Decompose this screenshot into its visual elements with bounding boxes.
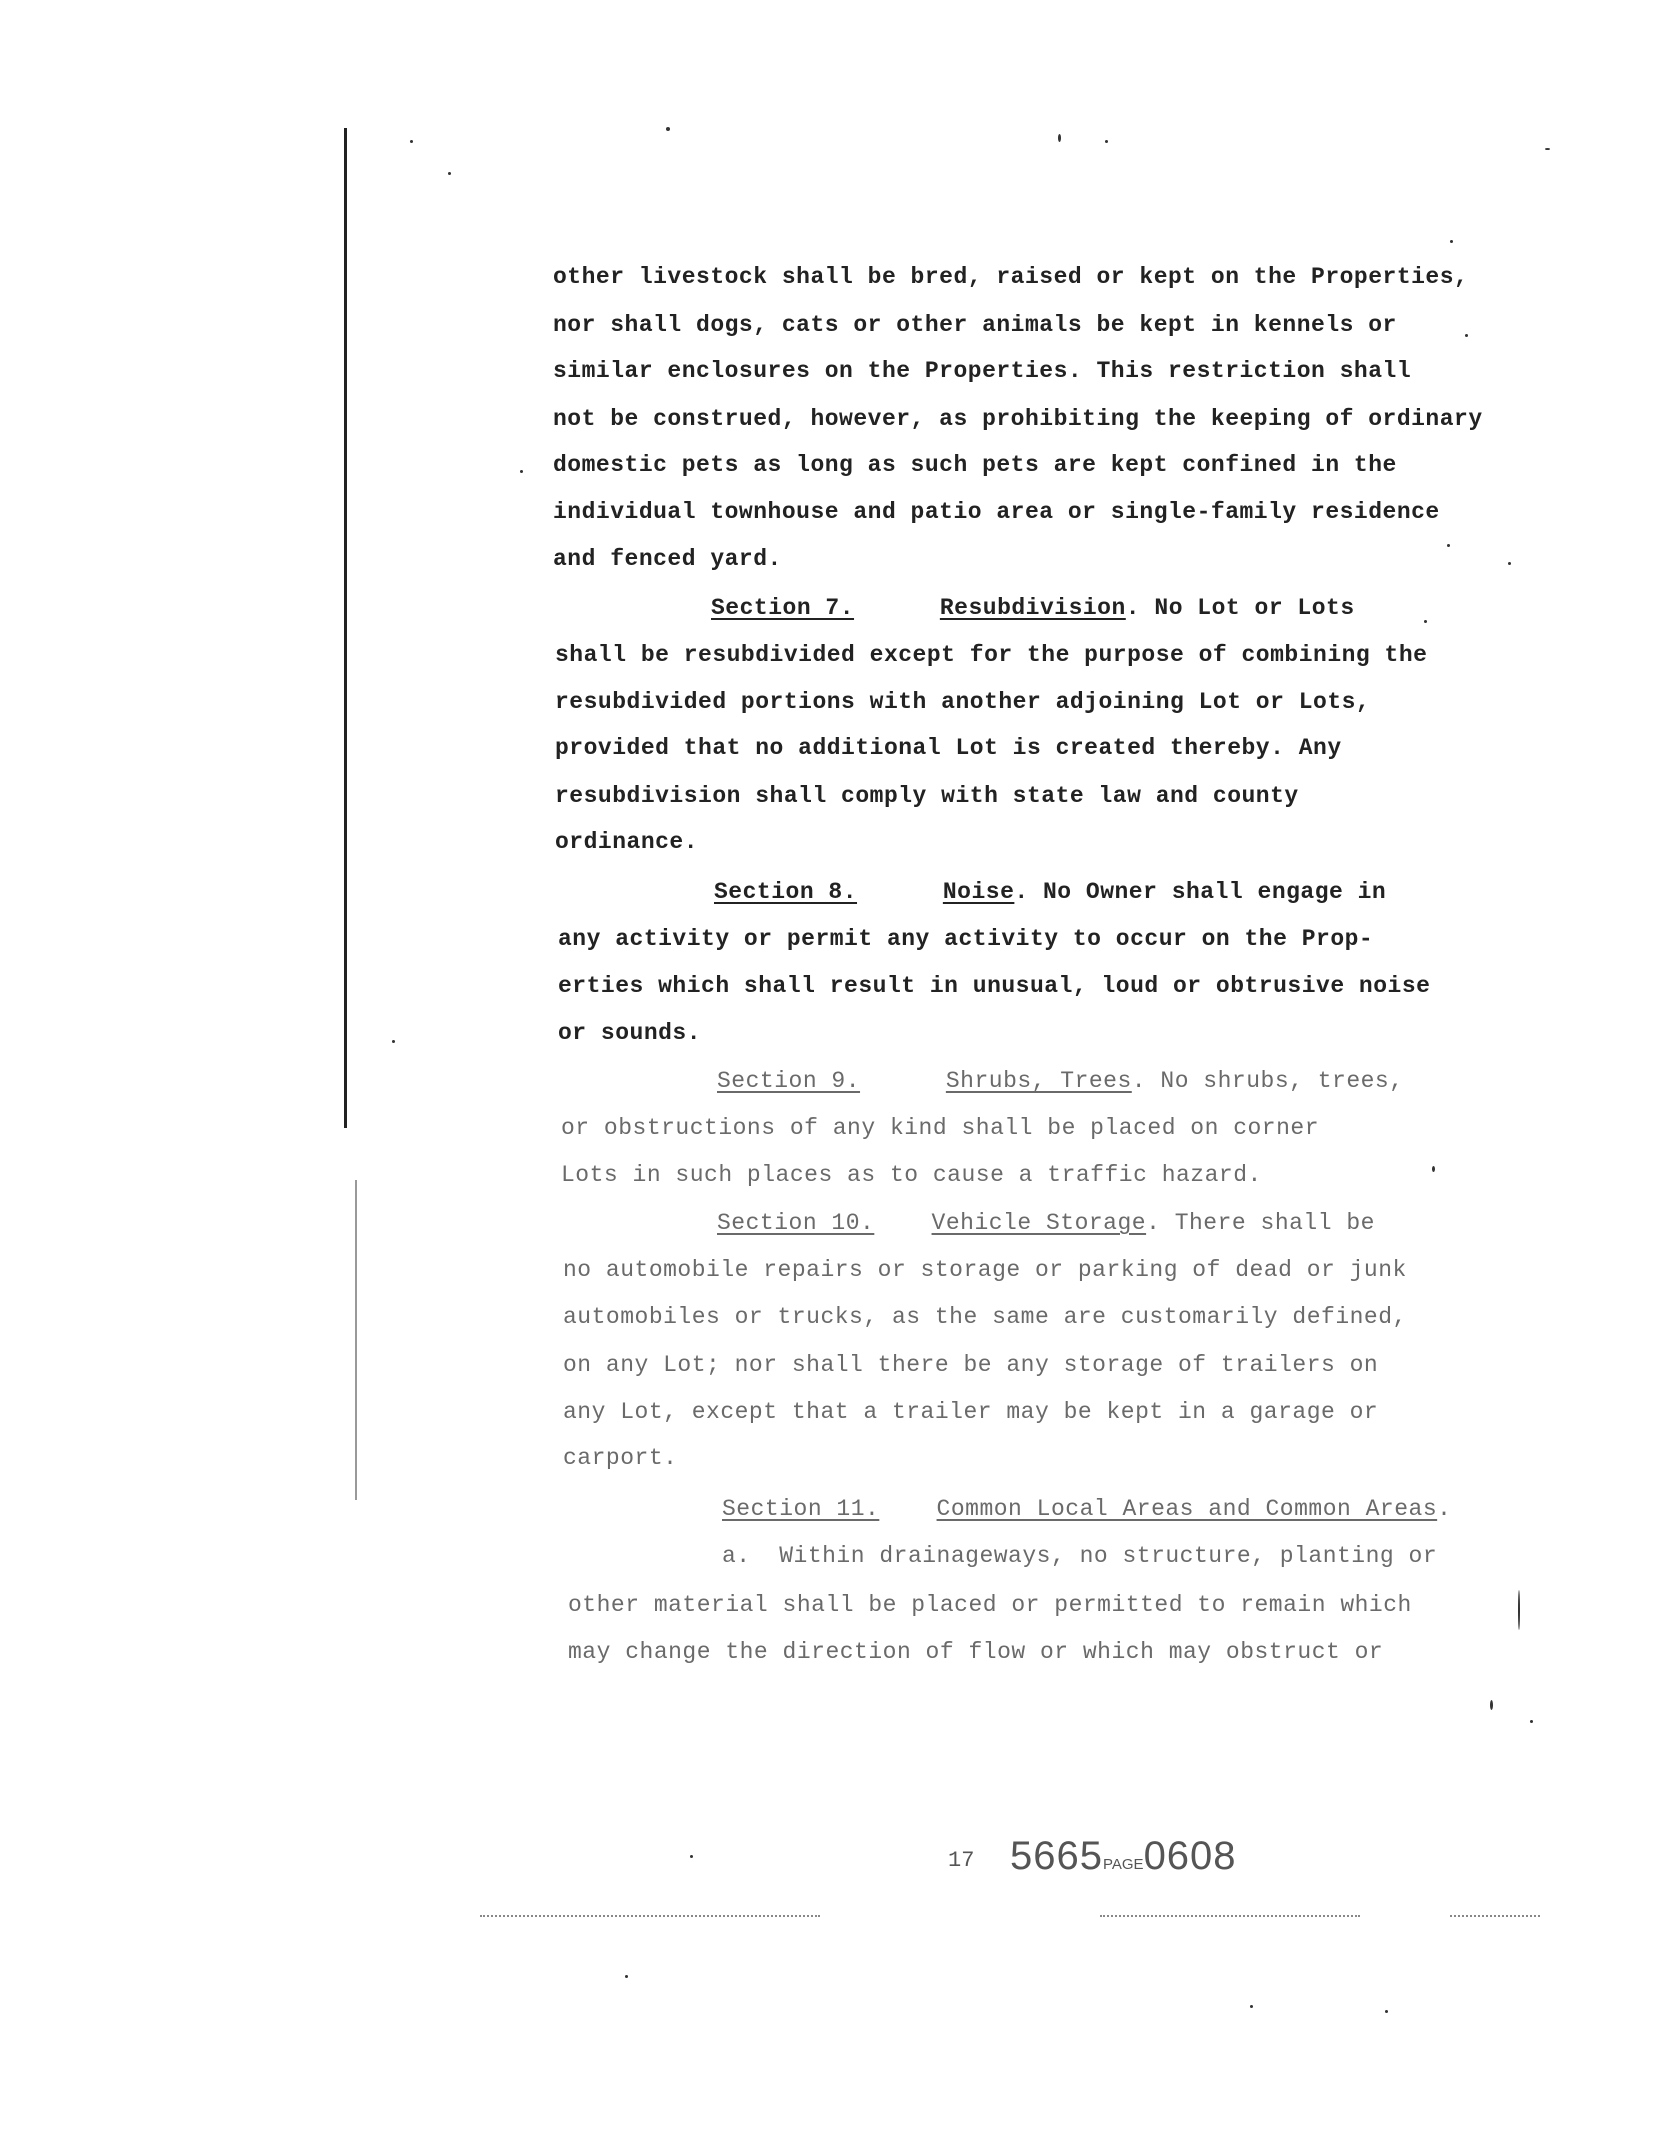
- scan-speck: [1508, 562, 1511, 565]
- text-line: automobiles or trucks, as the same are customarily defined,: [563, 1304, 1407, 1330]
- text-line: nor shall dogs, cats or other animals be kept in kennels or: [553, 312, 1397, 338]
- section-11-intro: .: [1437, 1496, 1452, 1522]
- scan-speck: [1432, 1166, 1435, 1172]
- text-line: erties which shall result in unusual, loud or obtrusive noise: [558, 973, 1431, 999]
- scan-speck: [666, 127, 670, 131]
- scan-speck: [1447, 544, 1450, 547]
- margin-rule: [344, 128, 347, 1128]
- stamp-page-word: PAGE: [1102, 1856, 1144, 1873]
- subsection-a-label: a.: [722, 1543, 751, 1569]
- section-11-label: Section 11.: [722, 1496, 880, 1522]
- section-10-label: Section 10.: [717, 1210, 875, 1236]
- stamp-book: 5665: [1010, 1834, 1103, 1878]
- subsection-a-intro: Within drainageways, no structure, planting or: [779, 1543, 1438, 1569]
- text-line: shall be resubdivided except for the purpose of combining the: [555, 642, 1428, 668]
- section-7-intro: . No Lot or Lots: [1125, 595, 1355, 621]
- scan-artifact: [1450, 1915, 1540, 1919]
- scan-speck: [1385, 2010, 1388, 2013]
- stamp-page: 0608: [1143, 1834, 1237, 1878]
- text-line: or sounds.: [558, 1020, 702, 1046]
- section-9-title: Shrubs, Trees: [945, 1068, 1132, 1094]
- section-11-title: Common Local Areas and Common Areas: [936, 1496, 1438, 1522]
- scan-speck: [1058, 134, 1061, 142]
- margin-rule-faint: [355, 1180, 357, 1500]
- section-7-label: Section 7.: [711, 595, 855, 621]
- scan-speck: [1250, 2005, 1253, 2008]
- text-line: not be construed, however, as prohibiting the keeping of ordinary: [553, 406, 1483, 432]
- scan-speck: [448, 172, 451, 175]
- scan-speck: [625, 1975, 628, 1978]
- scan-speck: [1105, 140, 1108, 143]
- section-10-intro: . There shall be: [1146, 1210, 1375, 1236]
- scan-artifact: [1100, 1915, 1360, 1919]
- section-8-title: Noise: [942, 879, 1015, 905]
- page-number: 17: [948, 1848, 975, 1873]
- subsection-a: [722, 1541, 1437, 1571]
- text-line: any Lot, except that a trailer may be kept in a garage or: [563, 1399, 1379, 1425]
- text-line: Lots in such places as to cause a traffic hazard.: [561, 1162, 1262, 1188]
- scan-speck: [1530, 1720, 1533, 1723]
- recording-stamp: [1010, 1834, 1237, 1879]
- text-line: no automobile repairs or storage or parking of dead or junk: [563, 1257, 1407, 1283]
- text-line: may change the direction of flow or which may obstruct or: [568, 1639, 1384, 1665]
- scan-speck: [1450, 240, 1453, 243]
- scan-artifact: [480, 1915, 820, 1919]
- section-8-intro: . No Owner shall engage in: [1014, 879, 1387, 905]
- section-9-heading: [717, 1066, 1404, 1096]
- text-line: any activity or permit any activity to occur on the Prop-: [558, 926, 1374, 952]
- text-line: individual townhouse and patio area or single-family residence: [553, 499, 1440, 525]
- scan-speck: [1490, 1700, 1493, 1710]
- text-line: or obstructions of any kind shall be placed on corner: [561, 1115, 1320, 1141]
- text-line: carport.: [563, 1445, 678, 1471]
- scan-speck: [392, 1040, 395, 1043]
- section-9-label: Section 9.: [717, 1068, 861, 1094]
- section-8-label: Section 8.: [714, 879, 858, 905]
- text-line: ordinance.: [555, 829, 699, 855]
- text-line: resubdivided portions with another adjoining Lot or Lots,: [555, 689, 1371, 715]
- scan-speck: [410, 140, 413, 143]
- section-10-heading: [717, 1208, 1375, 1238]
- scan-speck: [1465, 334, 1468, 337]
- scan-speck: [1518, 1590, 1520, 1630]
- scan-speck: [690, 1855, 693, 1858]
- section-10-title: Vehicle Storage: [931, 1210, 1147, 1236]
- text-line: resubdivision shall comply with state law and county: [555, 783, 1299, 809]
- section-9-intro: . No shrubs, trees,: [1131, 1068, 1404, 1094]
- text-line: provided that no additional Lot is created thereby. Any: [555, 735, 1342, 761]
- text-line: similar enclosures on the Properties. This restriction shall: [553, 358, 1412, 384]
- text-line: other material shall be placed or permitted to remain which: [568, 1592, 1412, 1618]
- text-line: and fenced yard.: [553, 546, 782, 572]
- section-11-heading: [722, 1494, 1451, 1524]
- section-7-title: Resubdivision: [939, 595, 1126, 621]
- scan-speck: [1424, 620, 1427, 623]
- section-8-heading: [714, 877, 1386, 907]
- section-7-heading: [711, 593, 1355, 623]
- text-line: domestic pets as long as such pets are kept confined in the: [553, 452, 1397, 478]
- text-line: other livestock shall be bred, raised or kept on the Properties,: [553, 264, 1469, 290]
- scan-speck: [1545, 148, 1550, 150]
- text-line: on any Lot; nor shall there be any storage of trailers on: [563, 1352, 1379, 1378]
- scan-speck: [520, 470, 523, 473]
